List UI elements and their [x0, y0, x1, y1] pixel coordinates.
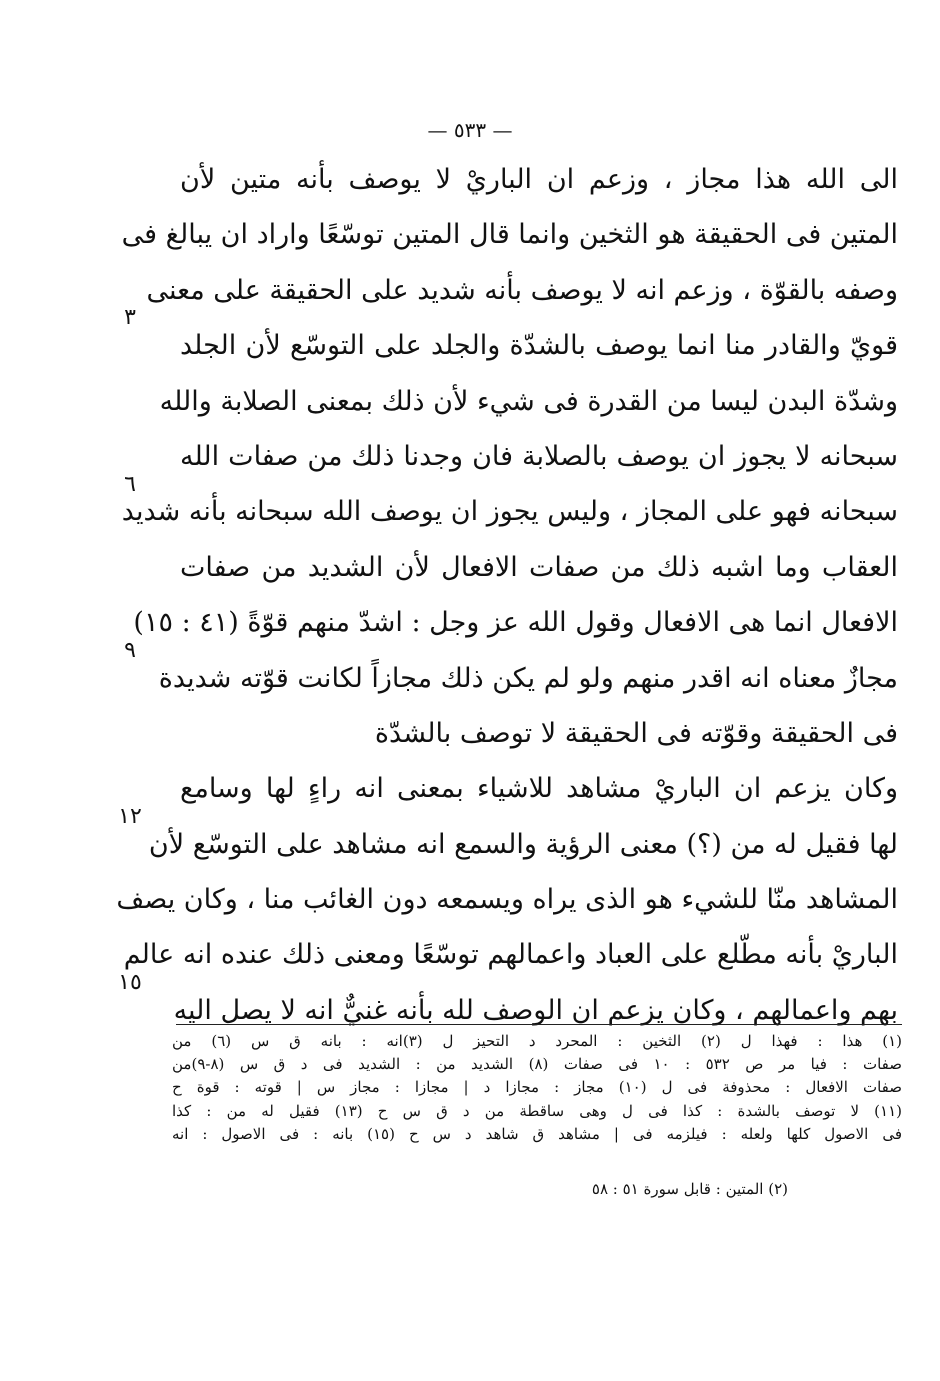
text-line: مجازٌ معناه انه اقدر منهم ولو لم يكن ذلك مجازاً لكانت قوّته شديدة	[158, 662, 898, 694]
footnote-divider	[176, 1024, 902, 1025]
line-number: ٩	[124, 638, 136, 663]
line-number: ٦	[124, 472, 136, 497]
footnote-line: فى الاصول كلها ولعله : فيلزمه فى | مشاهد ق شاهد د س ح (١٥) بانه : فى الاصول : انه	[172, 1124, 902, 1143]
text-line: الى الله هذا مجاز ، وزعم ان الباريْ لا يوصف بأنه متين لأن	[180, 164, 898, 195]
text-line: الباريْ بأنه مطّلع على العباد واعمالهم توسّعًا ومعنى ذلك عنده انه عالم	[123, 939, 898, 971]
footnote-line: (١١) لا توصف بالشدة : كذا فى ل وهى ساقطة من د ق س ح (١٣) فقيل له من : كذا	[172, 1101, 903, 1120]
text-line: الافعال انما هى الافعال وقول الله عز وجل : اشدّ منهم قوّةً (٤١ : ١٥)	[133, 607, 898, 639]
text-line: قويّ والقادر منا انما يوصف بالشدّة والجلد على التوسّع لأن الجلد	[180, 330, 898, 362]
text-line: بهم واعمالهم ، وكان يزعم ان الوصف لله بأنه غنيٌّ انه لا يصل اليه	[173, 994, 898, 1026]
text-line: وصفه بالقوّة ، وزعم انه لا يوصف بأنه شديد على الحقيقة على معنى	[146, 274, 898, 306]
text-line: المتين فى الحقيقة هو الثخين وانما قال المتين توسّعًا واراد ان يبالغ فى	[121, 219, 898, 251]
line-number: ١٢	[118, 804, 142, 829]
text-line: المشاهد منّا للشيء هو الذى يراه ويسمعه دون الغائب منا ، وكان يصف	[116, 884, 898, 916]
text-line: لها فقيل له من (؟) معنى الرؤية والسمع انه مشاهد على التوسّع لأن	[148, 828, 898, 860]
footnote-reference: (٢) المتين : قابل سورة ٥١ : ٥٨	[591, 1180, 788, 1198]
footnote-line: صفات : فيا مر ص ٥٣٢ : ١٠ فى صفات (٨) الشديد من : الشديد فى د ق س (٨-٩)من	[172, 1055, 902, 1074]
line-number: ١٥	[118, 970, 142, 995]
text-line: سبحانه لا يجوز ان يوصف بالصلابة فان وجدنا ذلك من صفات الله	[180, 440, 898, 472]
text-line: وكان يزعم ان الباريْ مشاهد للاشياء بمعنى انه راءٍ لها وسامع	[180, 773, 898, 805]
footnotes-block	[172, 1030, 902, 1146]
text-line: وشدّة البدن ليسا من القدرة فى شيء لأن ذلك بمعنى الصلابة والله	[159, 385, 898, 417]
footnote-line: (١) هذا : فهذا ل (٢) الثخين : المحرد د التحيز ل (٣)انه : بانه ق س (٦) من	[172, 1032, 902, 1050]
text-line: فى الحقيقة وقوّته فى الحقيقة لا توصف بالشدّة	[374, 717, 898, 749]
footnote-line: صفات الافعال : محذوفة فى ل (١٠) مجاز : مجازا د | مجازا : مجاز س | قوته : قوة ح	[172, 1078, 903, 1097]
page-number: — ٥٣٣ —	[427, 118, 513, 142]
text-line: العقاب وما اشبه ذلك من صفات الافعال لأن الشديد من صفات	[180, 551, 898, 583]
text-line: سبحانه فهو على المجاز ، وليس يجوز ان يوصف الله سبحانه بأنه شديد	[121, 496, 898, 528]
line-number: ٣	[124, 305, 136, 330]
